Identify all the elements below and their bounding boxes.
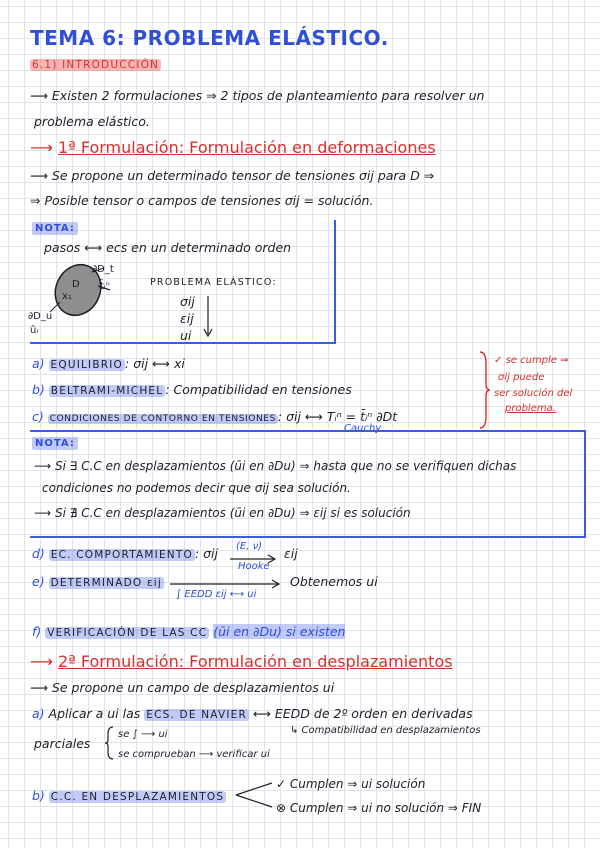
diagram-boundary-d: ∂D_t	[92, 264, 114, 275]
step-d-arrow-bottom: Hooke	[238, 561, 270, 572]
step-a-content: : σij ⟷ xi	[125, 356, 185, 371]
f2-step-a-letter: a)	[32, 706, 45, 721]
section-intro	[30, 60, 161, 71]
step-b-label: BELTRAMI-MICHEL	[50, 385, 164, 397]
step-b	[32, 384, 352, 397]
diagram-region: D	[72, 279, 80, 290]
diagram-displacement: ūᵢ	[30, 325, 39, 336]
arrow-right-icon: ⟶	[30, 652, 59, 671]
nota-2-label: NOTA:	[32, 437, 78, 450]
f2-brace-line-2: se comprueban ⟶ verificar ui	[118, 749, 270, 760]
arrow-right-icon: ⟶	[30, 138, 59, 157]
var-u: ui	[180, 328, 192, 343]
cross-circle-icon: ⊗	[276, 801, 290, 815]
intro-line-2: problema elástico.	[34, 114, 150, 129]
f1-line-2: ⇒ Posible tensor o campos de tensiones σij = solución.	[30, 193, 374, 208]
f2-step-a-post: ⟷ EEDD de 2º orden en derivadas	[252, 706, 473, 721]
step-d-content: : σij	[194, 546, 218, 561]
step-e-label: DETERMINADO εij	[50, 577, 163, 589]
nota-2-line-3-text: Si ∄ C.C en desplazamientos (ūi en ∂Du) ⇒ εij si es solución	[55, 506, 411, 520]
arrow-right-icon: ⟶	[30, 88, 52, 103]
side-note-line-3: ser solución del	[494, 388, 573, 399]
page-title: TEMA 6: PROBLEMA ELÁSTICO.	[30, 26, 389, 50]
f1-line-1	[30, 170, 434, 183]
check-circle-icon: ✓	[494, 355, 506, 366]
f2-step-b-letter: b)	[32, 788, 45, 803]
formulation-1-heading-text: 1ª Formulación: Formulación en deformaciones	[58, 138, 436, 157]
nota-1-label: NOTA:	[32, 222, 78, 235]
f2-line-1	[30, 682, 334, 695]
step-e-result: Obtenemos ui	[290, 574, 378, 589]
f2-line-1-text: Se propone un campo de desplazamientos ui	[51, 680, 335, 695]
f2-step-a	[32, 708, 473, 721]
nota-2-line-3	[34, 507, 411, 519]
step-e-letter: e)	[32, 574, 45, 589]
step-d-label: EC. COMPORTAMIENTO	[50, 549, 193, 561]
f2-step-a-label: ECS. DE NAVIER	[146, 709, 247, 721]
f2-step-b-yes-text: Cumplen ⇒ ui solución	[289, 777, 426, 791]
f2-step-b	[32, 790, 226, 803]
down-arrow-icon	[204, 296, 212, 338]
arrow-right-icon: ⟶	[34, 459, 56, 473]
step-a	[32, 358, 185, 371]
step-a-label: EQUILIBRIO	[50, 359, 124, 371]
step-c-content: : σij ⟷ Tᵢⁿ = t̄ᵢⁿ ∂Dt	[277, 409, 398, 424]
var-sigma: σij	[180, 294, 195, 309]
f2-brace-line-1: se ∫ ⟶ ui	[118, 729, 168, 740]
nota-2-line-1-text: Si ∃ C.C en desplazamientos (ūi en ∂Du) ⇒ hasta que no se verifiquen dichas	[55, 459, 517, 473]
step-c	[32, 411, 397, 424]
f2-step-a-pre: Aplicar a ui las	[48, 706, 141, 721]
side-note-line-4: problema.	[505, 403, 556, 414]
f2-step-b-yes	[276, 778, 425, 790]
side-note-line-1	[494, 356, 569, 366]
arrow-right-icon: ⟶	[30, 680, 52, 695]
step-b-content: : Compatibilidad en tensiones	[165, 382, 352, 397]
var-epsilon: εij	[180, 311, 194, 326]
f2-step-b-no	[276, 802, 481, 814]
diagram-boundary-u: ∂D_u	[28, 311, 53, 322]
left-brace-icon	[104, 726, 114, 760]
diagram-point: x₁	[62, 291, 72, 302]
f1-line-1-text: Se propone un determinado tensor de tensiones σij para D ⇒	[51, 168, 435, 183]
step-d-arrow-top: (E, ν)	[236, 541, 263, 552]
check-circle-icon: ✓	[276, 777, 290, 791]
nota-2-line-2: condiciones no podemos decir que σij sea solución.	[42, 481, 351, 495]
formulation-2-heading-text: 2ª Formulación: Formulación en desplazamientos	[58, 652, 453, 671]
nota-1-line: pasos ⟷ ecs en un determinado orden	[44, 240, 292, 255]
step-f-content: (ūi en ∂Du) si existen	[213, 624, 346, 639]
step-a-letter: a)	[32, 356, 45, 371]
step-f	[32, 626, 345, 639]
cauchy-label: Cauchy	[344, 423, 382, 434]
f2-step-a-parciales: parciales	[34, 736, 91, 751]
arrow-right-icon: ⟶	[34, 506, 56, 520]
nota-2-line-1	[34, 460, 516, 472]
step-f-label: VERIFICACIÓN DE LAS CC	[47, 627, 208, 639]
f2-step-b-no-text: Cumplen ⇒ ui no solución ⇒ FIN	[289, 801, 482, 815]
step-e	[32, 576, 164, 589]
f2-step-b-label: C.C. EN DESPLAZAMIENTOS	[50, 791, 225, 803]
formulation-1-heading	[30, 140, 436, 156]
step-d-result: εij	[284, 546, 298, 561]
step-d	[32, 548, 218, 561]
step-c-label: CONDICIONES DE CONTORNO EN TENSIONES	[49, 414, 276, 424]
formulation-2-heading	[30, 654, 453, 670]
side-note-text-1: se cumple ⇒	[505, 355, 569, 366]
step-e-arrow-icon	[170, 580, 282, 588]
step-e-arrow-bottom: ∫ EEDD εij ⟷ ui	[176, 589, 257, 600]
f2-step-a-compat: ↳ Compatibilidad en desplazamientos	[290, 725, 481, 736]
problem-label: PROBLEMA ELÁSTICO:	[150, 277, 277, 288]
step-c-letter: c)	[32, 409, 44, 424]
side-note-line-2: σij puede	[498, 372, 545, 383]
step-b-letter: b)	[32, 382, 45, 397]
diagram-traction: t̄ᵢⁿ	[100, 281, 110, 292]
step-d-letter: d)	[32, 546, 45, 561]
intro-line-1-text: Existen 2 formulaciones ⇒ 2 tipos de planteamiento para resolver un	[51, 88, 485, 103]
section-intro-label: 6.1) INTRODUCCIÓN	[32, 59, 160, 71]
arrow-right-icon: ⟶	[30, 168, 52, 183]
intro-line-1	[30, 90, 484, 103]
fork-arrow-icon	[236, 780, 276, 810]
step-f-letter: f)	[32, 624, 42, 639]
brace-icon	[478, 350, 490, 430]
